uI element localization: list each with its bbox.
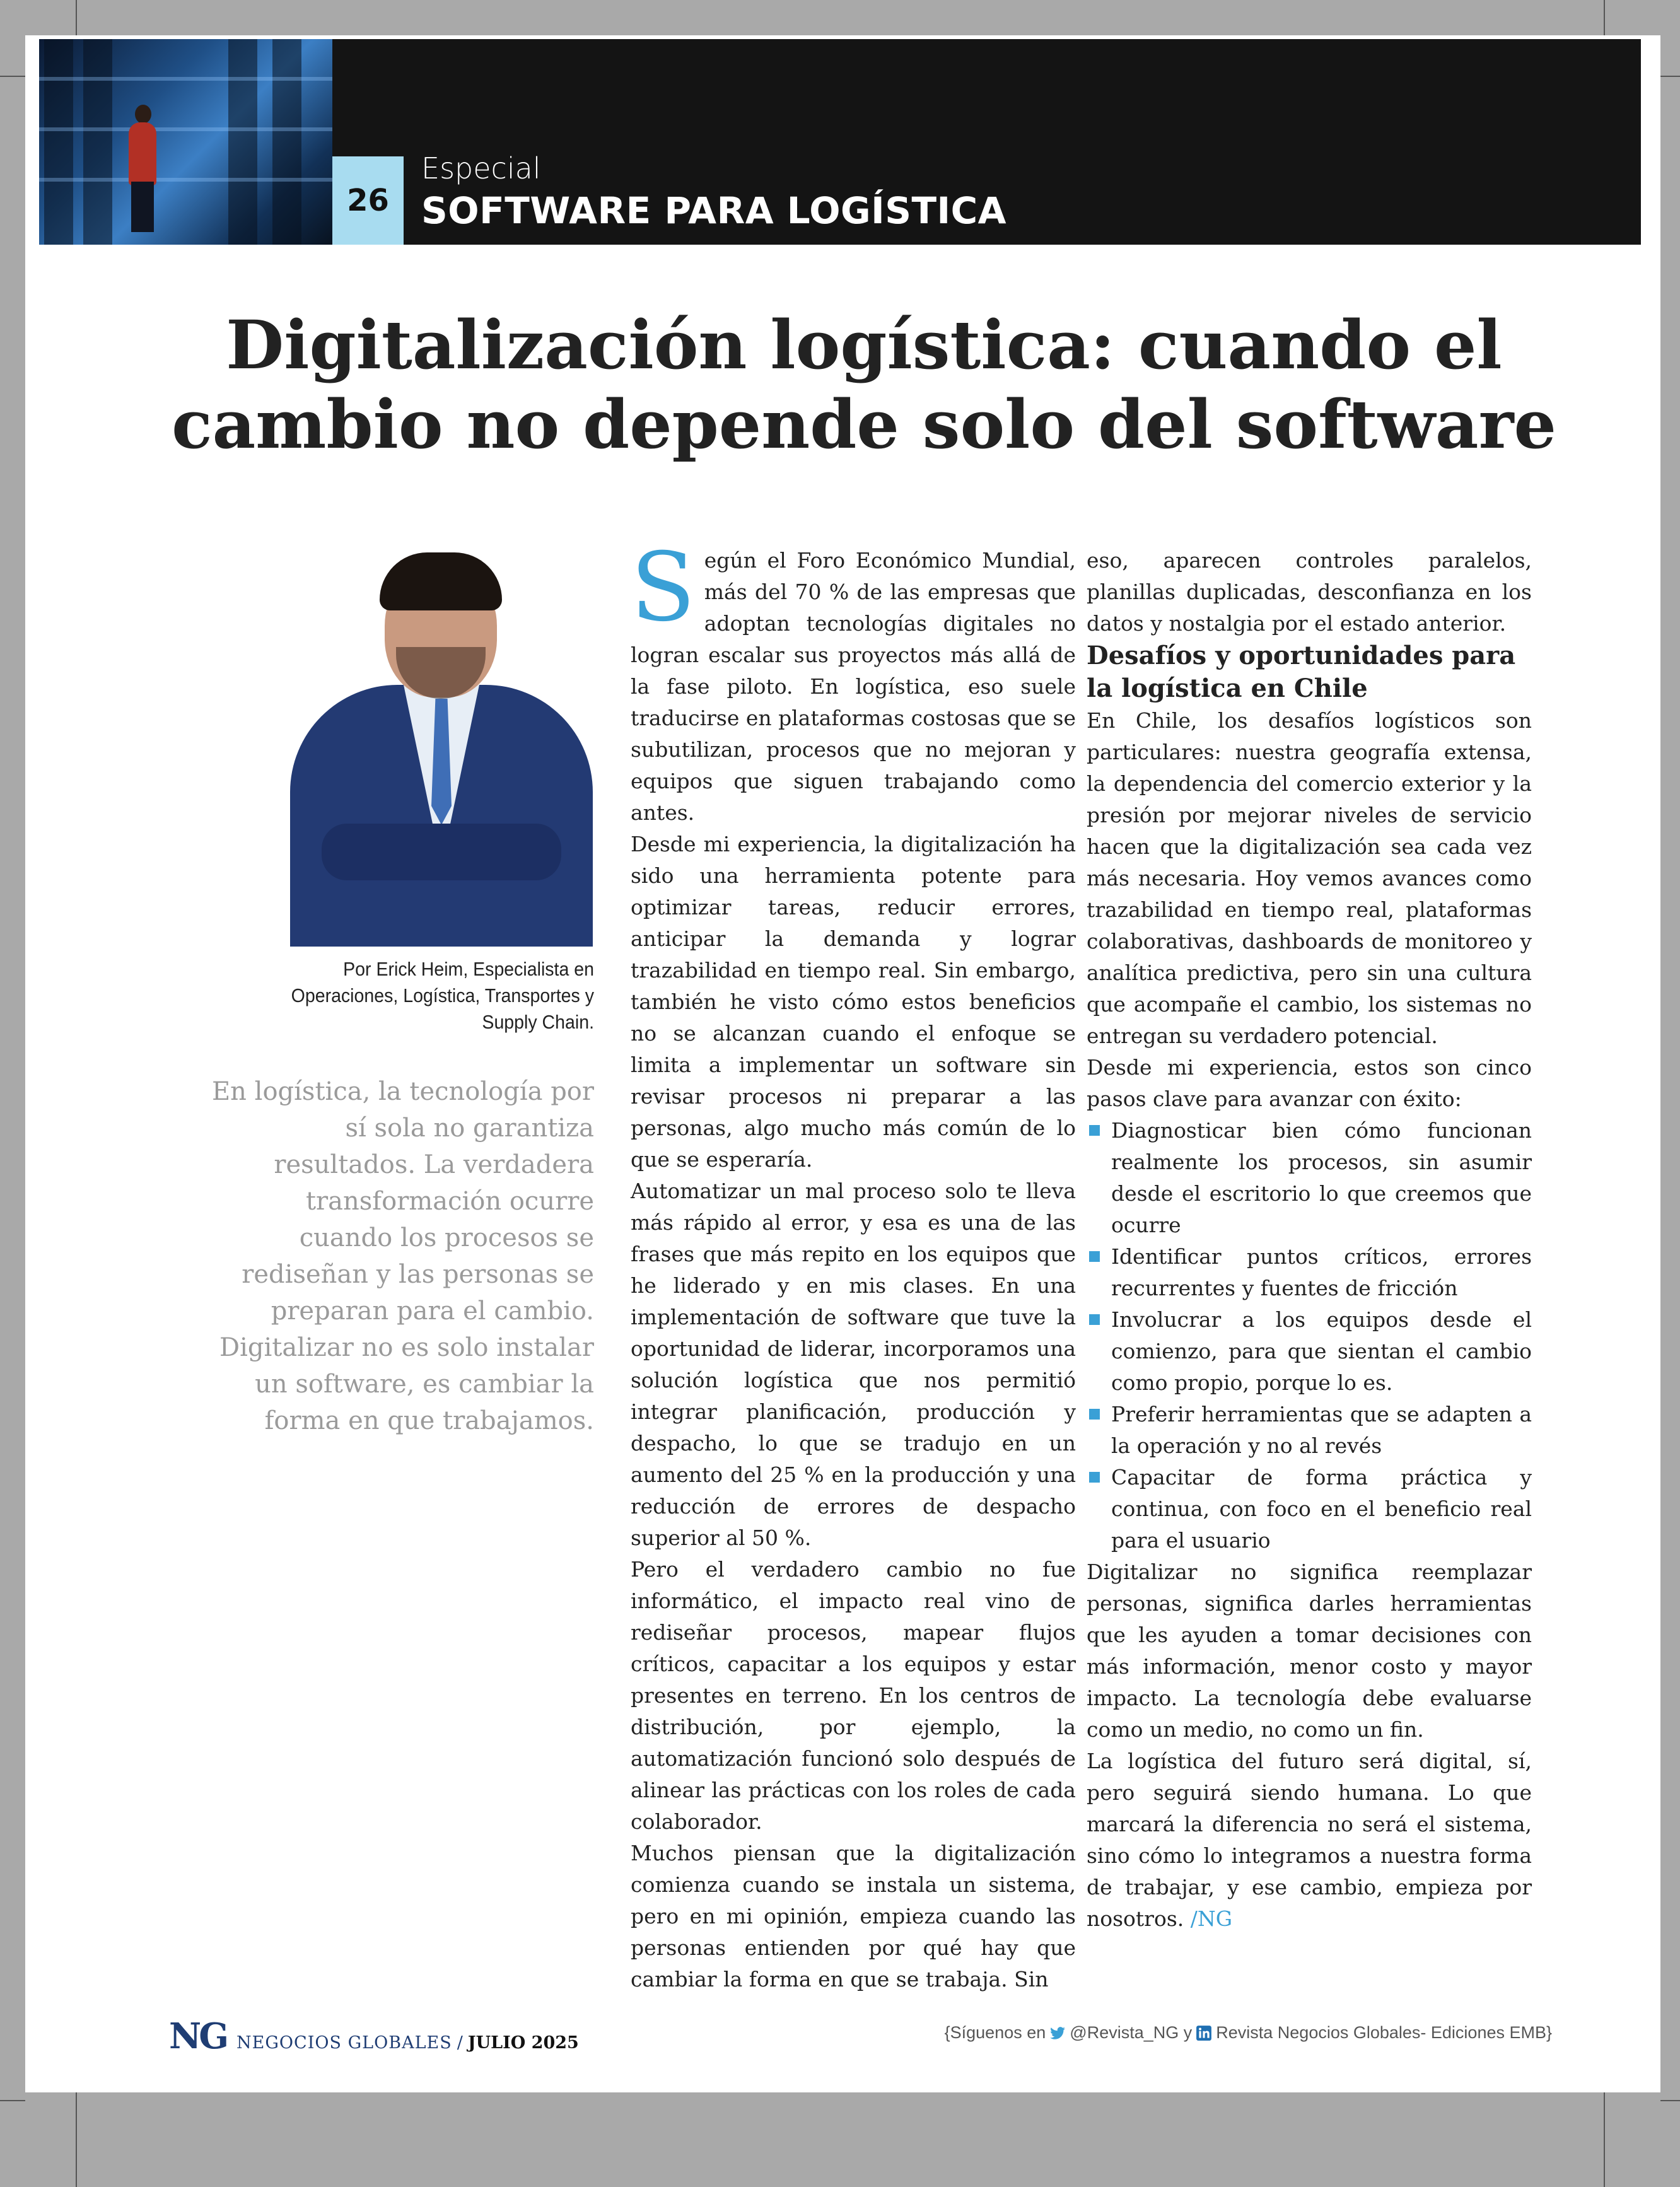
magazine-name: NEGOCIOS GLOBALES: [236, 2033, 452, 2053]
caption-line: Operaciones, Logística, Transportes y: [291, 984, 594, 1006]
headline-line: Digitalización logística: cuando el: [226, 305, 1502, 384]
caption-line: Por Erick Heim, Especialista en: [343, 958, 594, 980]
article-headline: [88, 305, 1640, 464]
bullet-square-icon: [1089, 1314, 1100, 1325]
paragraph: eso, aparecen controles paralelos, planillas duplicadas, desconfianza en los datos y nostalgia por el estado anterior.: [1087, 548, 1532, 636]
section-kicker: Especial: [421, 151, 541, 185]
paragraph: En Chile, los desafíos logísticos son particulares: nuestra geografía extensa, la dependencia del comercio exterior y la presión por mejorar niveles de servicio hacen que la digitalización sea cada vez más necesaria. Hoy vemos avances como trazabilidad en tiempo real, plataformas colaborativas, dashboards de monitoreo y analítica predictiva, pero sin una cultura que acompañe el cambio, los sistemas no entregan su verdadero potencial.: [1087, 708, 1532, 1048]
crop-mark: [1604, 0, 1605, 35]
paragraph: La logística del futuro será digital, sí, pero seguirá siendo humana. Lo que marcará la diferencia no será el sistema, sino cómo lo integramos a nuestra forma de trabajar, y ese cambio, empieza por nosotros. /NG: [1087, 1749, 1532, 1931]
crop-mark: [1604, 2092, 1605, 2187]
paragraph: Automatizar un mal proceso solo te lleva más rápido al error, y esa es una de las frases que más repito en los equipos que he liderado y en mis clases. En una implementación de software que tuve la oportunidad de liderar, incorporamos una solución logística que nos permitió integrar planificación, producción y despacho, lo que se tradujo en un aumento del 25 % en la producción y una reducción de errores de despacho superior al 50 %.: [631, 1179, 1076, 1550]
paragraph: Digitalizar no significa reemplazar personas, significa darles herramientas que les ayuden a tomar decisiones con más información, menor costo y mayor impacto. La tecnología debe evaluarse como un medio, no como un fin.: [1087, 1560, 1532, 1742]
signature: /NG: [1190, 1906, 1233, 1931]
crop-mark: [76, 2092, 77, 2187]
bullet-square-icon: [1089, 1125, 1100, 1136]
list-item: Involucrar a los equipos desde el comienzo, para que sientan el cambio como propio, porque lo es.: [1087, 1304, 1532, 1399]
article-column-1: [631, 533, 1076, 1995]
twitter-handle[interactable]: @Revista_NG y: [1070, 2023, 1193, 2042]
paragraph: Desde mi experiencia, la digitalización ha sido una herramienta potente para optimizar tareas, reducir errores, anticipar la demanda y lograr trazabilidad en tiempo real. Sin embargo, también he visto cómo estos beneficios no se alcanzan cuando el enfoque se limita a implementar un software sin revisar procesos ni preparar a las personas, algo mucho más común de lo que se esperaría.: [631, 832, 1076, 1172]
paragraph: Muchos piensan que la digitalización comienza cuando se instala un sistema, pero en mi opinión, empieza cuando las personas entienden por qué hay que cambiar la forma en que se trabaja. Sin: [631, 1841, 1076, 1992]
bullet-square-icon: [1089, 1472, 1100, 1483]
paragraph: Pero el verdadero cambio no fue informático, el impacto real vino de rediseñar procesos, mapear flujos críticos, capacitar a los equipos y estar presentes en terreno. En los centros de distribución, por ejemplo, la automatización funcionó solo después de alinear las prácticas con los roles de cada colaborador.: [631, 1557, 1076, 1834]
social-prefix: {Síguenos en: [944, 2023, 1046, 2042]
section-title: SOFTWARE PARA LOGÍSTICA: [421, 189, 1007, 232]
footer-masthead: [169, 2015, 579, 2057]
drop-cap: S: [631, 533, 696, 643]
linkedin-name[interactable]: Revista Negocios Globales- Ediciones EMB}: [1216, 2023, 1552, 2042]
paragraph: Desde mi experiencia, estos son cinco pasos clave para avanzar con éxito:: [1087, 1055, 1532, 1111]
linkedin-icon: [1196, 2025, 1212, 2041]
section-header-band: [39, 39, 1641, 245]
crop-mark: [76, 0, 77, 35]
list-item: Preferir herramientas que se adapten a la operación y no al revés: [1087, 1399, 1532, 1462]
caption-line: Supply Chain.: [482, 1011, 594, 1033]
paragraph: Según el Foro Económico Mundial, más del 70 % de las empresas que adoptan tecnologías digitales no logran escalar sus proyectos más allá de la fase piloto. En logística, eso suele traducirse en plataformas costosas que se subutilizan, procesos que no mejoran y equipos que siguen trabajando como antes.: [631, 533, 1076, 825]
article-subheading: Desafíos y oportunidades para la logística en Chile: [1087, 641, 1516, 703]
author-caption: [268, 956, 594, 1035]
ng-logo: NG: [169, 2015, 227, 2057]
article-column-2: [1087, 545, 1532, 1935]
bullet-square-icon: [1089, 1409, 1100, 1420]
crop-mark: [0, 2100, 25, 2101]
list-item: Capacitar de forma práctica y continua, con foco en el beneficio real para el usuario: [1087, 1462, 1532, 1556]
warehouse-photo: [39, 39, 332, 245]
page-number: 26: [332, 156, 404, 245]
social-links: [945, 2023, 1552, 2043]
crop-mark: [1660, 2100, 1680, 2101]
pull-quote: En logística, la tecnología por sí sola no garantiza resultados. La verdadera transformación ocurre cuando los procesos se rediseñan y las personas se preparan para el cambio. Digitalizar no es solo instalar un software, es cambiar la forma en que trabajamos.: [211, 1077, 594, 1435]
magazine-page: [25, 35, 1660, 2092]
crop-mark: [1660, 76, 1680, 77]
list-item: Identificar puntos críticos, errores recurrentes y fuentes de fricción: [1087, 1241, 1532, 1304]
crop-mark: [0, 76, 25, 77]
headline-line: cambio no depende solo del software: [172, 385, 1556, 464]
footer-separator: /: [457, 2033, 463, 2053]
list-item: Diagnosticar bien cómo funcionan realmente los procesos, sin asumir desde el escritorio lo que creemos que ocurre: [1087, 1115, 1532, 1241]
author-photo: [284, 527, 594, 947]
twitter-icon: [1049, 2025, 1066, 2041]
bullet-square-icon: [1089, 1251, 1100, 1262]
issue-date: JULIO 2025: [467, 2033, 579, 2053]
